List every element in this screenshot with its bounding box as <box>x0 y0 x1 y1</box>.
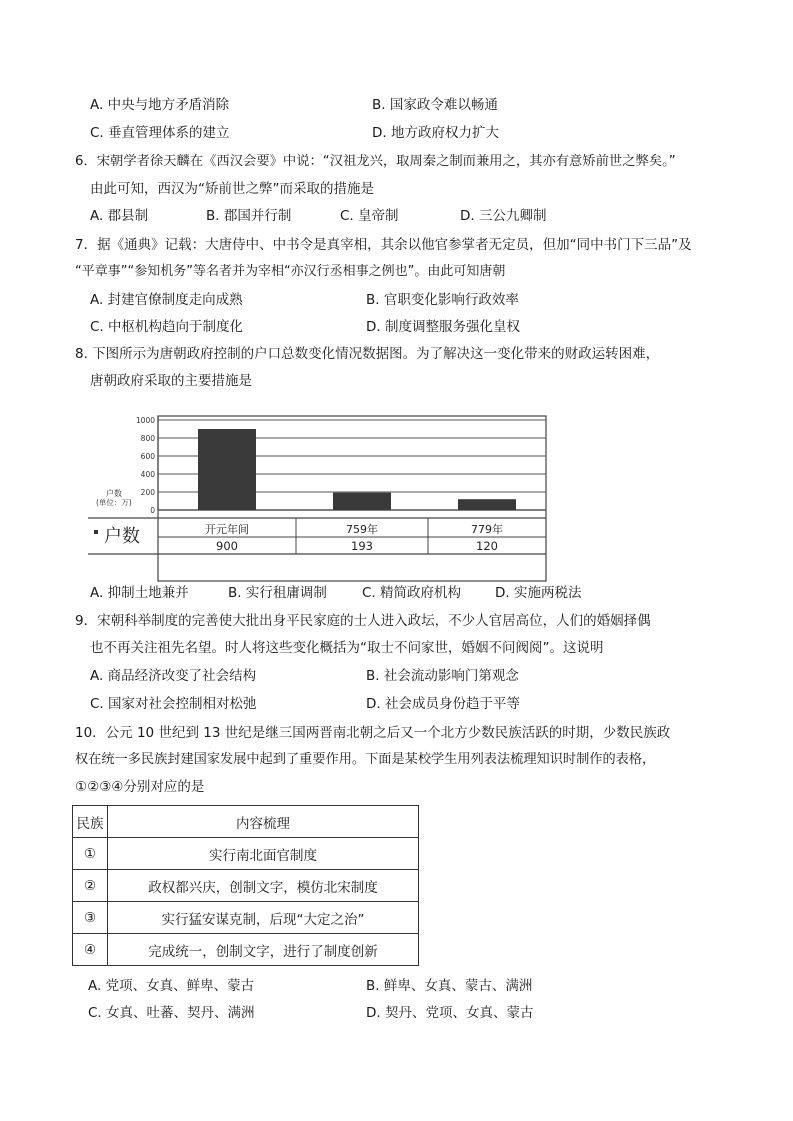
table-row <box>73 934 419 966</box>
q6-option-a: A. 郡县制 <box>90 208 149 224</box>
q10-option-c: C. 女真、吐蕃、契丹、满洲 <box>88 1005 255 1021</box>
bar <box>198 429 256 510</box>
q7-option-d: D. 制度调整服务强化皇权 <box>366 319 520 335</box>
y-tick-label: 400 <box>140 470 155 479</box>
row-content: 实行南北面官制度 <box>108 838 419 870</box>
q6-option-c: C. 皇帝制 <box>340 208 399 224</box>
q10-option-b: B. 鲜卑、女真、蒙古、满洲 <box>366 978 533 994</box>
q9-stem-line1: 9．宋朝科举制度的完善使大批出身平民家庭的士人进入政坛，不少人官居高位，人们的婚姻择偶 <box>75 613 651 629</box>
y-tick-label: 200 <box>140 488 155 497</box>
q10-option-a: A. 党项、女真、鲜卑、蒙古 <box>88 978 255 994</box>
y-axis-label: 户数 <box>106 489 122 498</box>
q8-option-b: B. 实行租庸调制 <box>228 585 327 601</box>
bar <box>458 499 516 510</box>
table-header-marker <box>94 530 98 534</box>
row-number: ② <box>73 870 108 902</box>
y-tick-label: 1000 <box>135 416 155 425</box>
row-content: 实行猛安谋克制，后现“大定之治” <box>108 902 419 934</box>
q9-stem-line2: 也不再关注祖先名望。时人将这些变化概括为“取士不问家世，婚姻不问阀阅”。这说明 <box>90 640 604 656</box>
q8-option-a: A. 抑制土地兼并 <box>90 585 189 601</box>
row-content: 政权都兴庆，创制文字，模仿北宋制度 <box>108 870 419 902</box>
q5-option-c: C. 垂直管理体系的建立 <box>90 125 230 141</box>
value-label: 193 <box>351 539 373 553</box>
row-number: ① <box>73 838 108 870</box>
col-header-content: 内容梳理 <box>108 806 419 838</box>
category-label: 开元年间 <box>205 523 249 536</box>
row-content: 完成统一，创制文字，进行了制度创新 <box>108 934 419 966</box>
y-tick-label: 0 <box>150 506 155 515</box>
q8-stem-line2: 唐朝政府采取的主要措施是 <box>90 373 252 389</box>
q6-option-b: B. 郡国并行制 <box>206 208 292 224</box>
table-row <box>73 838 419 870</box>
q10-stem-line3: ①②③④分别对应的是 <box>75 779 205 795</box>
q6-stem-line2: 由此可知，西汉为“矫前世之弊”而采取的措施是 <box>90 181 374 197</box>
category-label: 759年 <box>346 523 378 536</box>
q8-stem-line1: 8. 下图所示为唐朝政府控制的户口总数变化情况数据图。为了解决这一变化带来的财政运转困难， <box>75 346 660 362</box>
row-number: ④ <box>73 934 108 966</box>
y-tick-label: 600 <box>140 452 155 461</box>
value-label: 900 <box>216 539 238 553</box>
row-number: ③ <box>73 902 108 934</box>
table-header-row <box>73 806 419 838</box>
q8-option-d: D. 实施两税法 <box>495 585 582 601</box>
q7-stem-line2: “平章事”“参知机务”等名者并为宰相“亦汉行丞相事之例也”。由此可知唐朝 <box>75 264 506 279</box>
q10-option-d: D. 契丹、党项、女真、蒙古 <box>366 1005 534 1021</box>
q9-option-b: B. 社会流动影响门第观念 <box>366 668 519 684</box>
household-bar-chart <box>88 402 558 582</box>
ethnic-regime-table <box>72 805 419 966</box>
q5-option-d: D. 地方政府权力扩大 <box>372 125 499 141</box>
q9-option-d: D. 社会成员身份趋于平等 <box>366 696 520 712</box>
q7-option-a: A. 封建官僚制度走向成熟 <box>90 292 243 308</box>
bar <box>333 493 391 510</box>
category-label: 779年 <box>471 523 503 536</box>
q10-stem-line2: 权在统一多民族封建国家发展中起到了重要作用。下面是某校学生用列表法梳理知识时制作的表格， <box>75 752 656 767</box>
q9-option-a: A. 商品经济改变了社会结构 <box>90 668 257 684</box>
q5-option-b: B. 国家政令难以畅通 <box>372 97 498 113</box>
value-label: 120 <box>476 539 498 553</box>
y-tick-label: 800 <box>140 434 155 443</box>
q7-stem-line1: 7．据《通典》记载：大唐侍中、中书令是真宰相，其余以他官参掌者无定员，但加“同中书门下三品”及 <box>75 237 692 253</box>
q6-option-d: D. 三公九卿制 <box>460 208 547 224</box>
table-header-households: 户数 <box>104 526 140 547</box>
q6-stem-line1: 6．宋朝学者徐天麟在《西汉会要》中说：“汉祖龙兴，取周秦之制而兼用之，其亦有意矫前世之弊矣。” <box>75 154 676 169</box>
q10-stem-line1: 10．公元 10 世纪到 13 世纪是继三国两晋南北朝之后又一个北方少数民族活跃的时期，少数民族政 <box>75 725 671 741</box>
col-header-ethnicity: 民族 <box>73 806 108 838</box>
q7-option-c: C. 中枢机构趋向于制度化 <box>90 319 244 335</box>
q9-option-c: C. 国家对社会控制相对松弛 <box>90 696 257 712</box>
table-row <box>73 870 419 902</box>
table-row <box>73 902 419 934</box>
q7-option-b: B. 官职变化影响行政效率 <box>366 292 519 308</box>
q5-option-a: A. 中央与地方矛盾消除 <box>90 97 230 113</box>
y-axis-unit: (单位：万) <box>96 498 132 507</box>
q8-option-c: C. 精简政府机构 <box>362 585 462 601</box>
